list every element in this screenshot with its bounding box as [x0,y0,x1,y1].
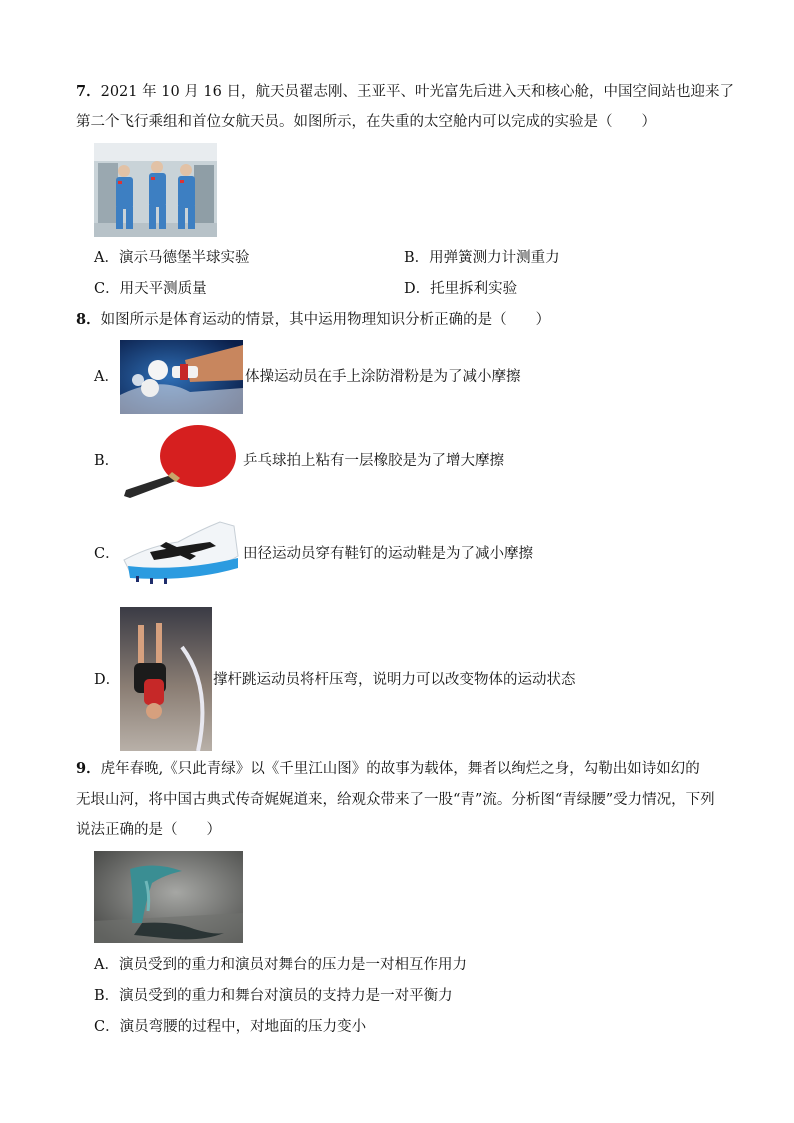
option-text: 托里拆利实验 [430,281,518,297]
gymnast-hands-image [120,340,243,414]
q8-number: 8． [76,311,101,328]
q7-stem-1: 2021 年 10 月 16 日，航天员翟志刚、王亚平、叶光富先后进入天和核心舱，中国空间站也迎来了 [100,84,734,100]
option-letter: A． [94,957,119,973]
option-letter: A． [94,250,119,266]
q7-option-b [404,248,560,268]
q8-stem [76,310,550,330]
q8-option-a-text: 体操运动员在手上涂防滑粉是为了减小摩擦 [245,369,521,385]
q9-option-a [94,955,467,975]
q9-stem-3: 说法正确的是（ ） [76,822,221,838]
q7-option-d [404,279,517,299]
ping-pong-paddle-image [120,422,240,498]
q7-stem-2: 第二个飞行乘组和首位女航天员。如图所示，在失重的太空舱内可以完成的实验是（ ） [76,114,656,130]
q8-option-c-letter: C． [94,546,120,562]
q7-option-a [94,248,249,268]
q8-option-d-letter: D． [94,672,121,688]
q7-number: 7． [76,83,101,100]
dancer-image [94,851,243,943]
option-text: 演示马德堡半球实验 [118,250,250,266]
q8-option-b-letter: B． [94,453,120,469]
q8-stem-text: 如图所示是体育运动的情景，其中运用物理知识分析正确的是（ ） [100,312,551,328]
option-text: 用天平测质量 [119,281,207,297]
astronauts-image [94,143,217,237]
option-text: 演员受到的重力和舞台对演员的支持力是一对平衡力 [119,988,453,1004]
option-letter: D． [404,281,431,297]
q9-stem-2: 无垠山河，将中国古典式传奇娓娓道来，给观众带来了一股“青”流。分析图“青绿腰”受力情况，下列 [76,792,715,808]
pole-vault-image [120,607,212,751]
option-text: 演员弯腰的过程中，对地面的压力变小 [119,1019,367,1035]
option-text: 用弹簧测力计测重力 [429,250,560,266]
q8-option-d-text: 撑杆跳运动员将杆压弯，说明力可以改变物体的运动状态 [213,672,576,688]
option-letter: B． [94,988,120,1004]
option-letter: B． [404,250,430,266]
q9-option-c [94,1017,366,1037]
option-letter: C． [94,1019,120,1035]
q9-number: 9． [76,760,101,777]
q7-option-c [94,279,207,299]
spike-shoe-image [120,516,240,586]
q8-option-b-text: 乒乓球拍上粘有一层橡胶是为了增大摩擦 [243,453,504,469]
q7-line1 [76,82,734,102]
option-letter: C． [94,281,120,297]
q8-option-a-letter: A． [94,369,119,385]
q9-line1 [76,759,700,779]
q8-option-c-text: 田径运动员穿有鞋钉的运动鞋是为了减小摩擦 [243,546,533,562]
option-text: 演员受到的重力和演员对舞台的压力是一对相互作用力 [118,957,467,973]
q9-stem-1: 虎年春晚,《只此青绿》以《千里江山图》的故事为载体，舞者以绚烂之身，勾勒出如诗如幻的 [100,761,700,777]
q9-option-b [94,986,453,1006]
